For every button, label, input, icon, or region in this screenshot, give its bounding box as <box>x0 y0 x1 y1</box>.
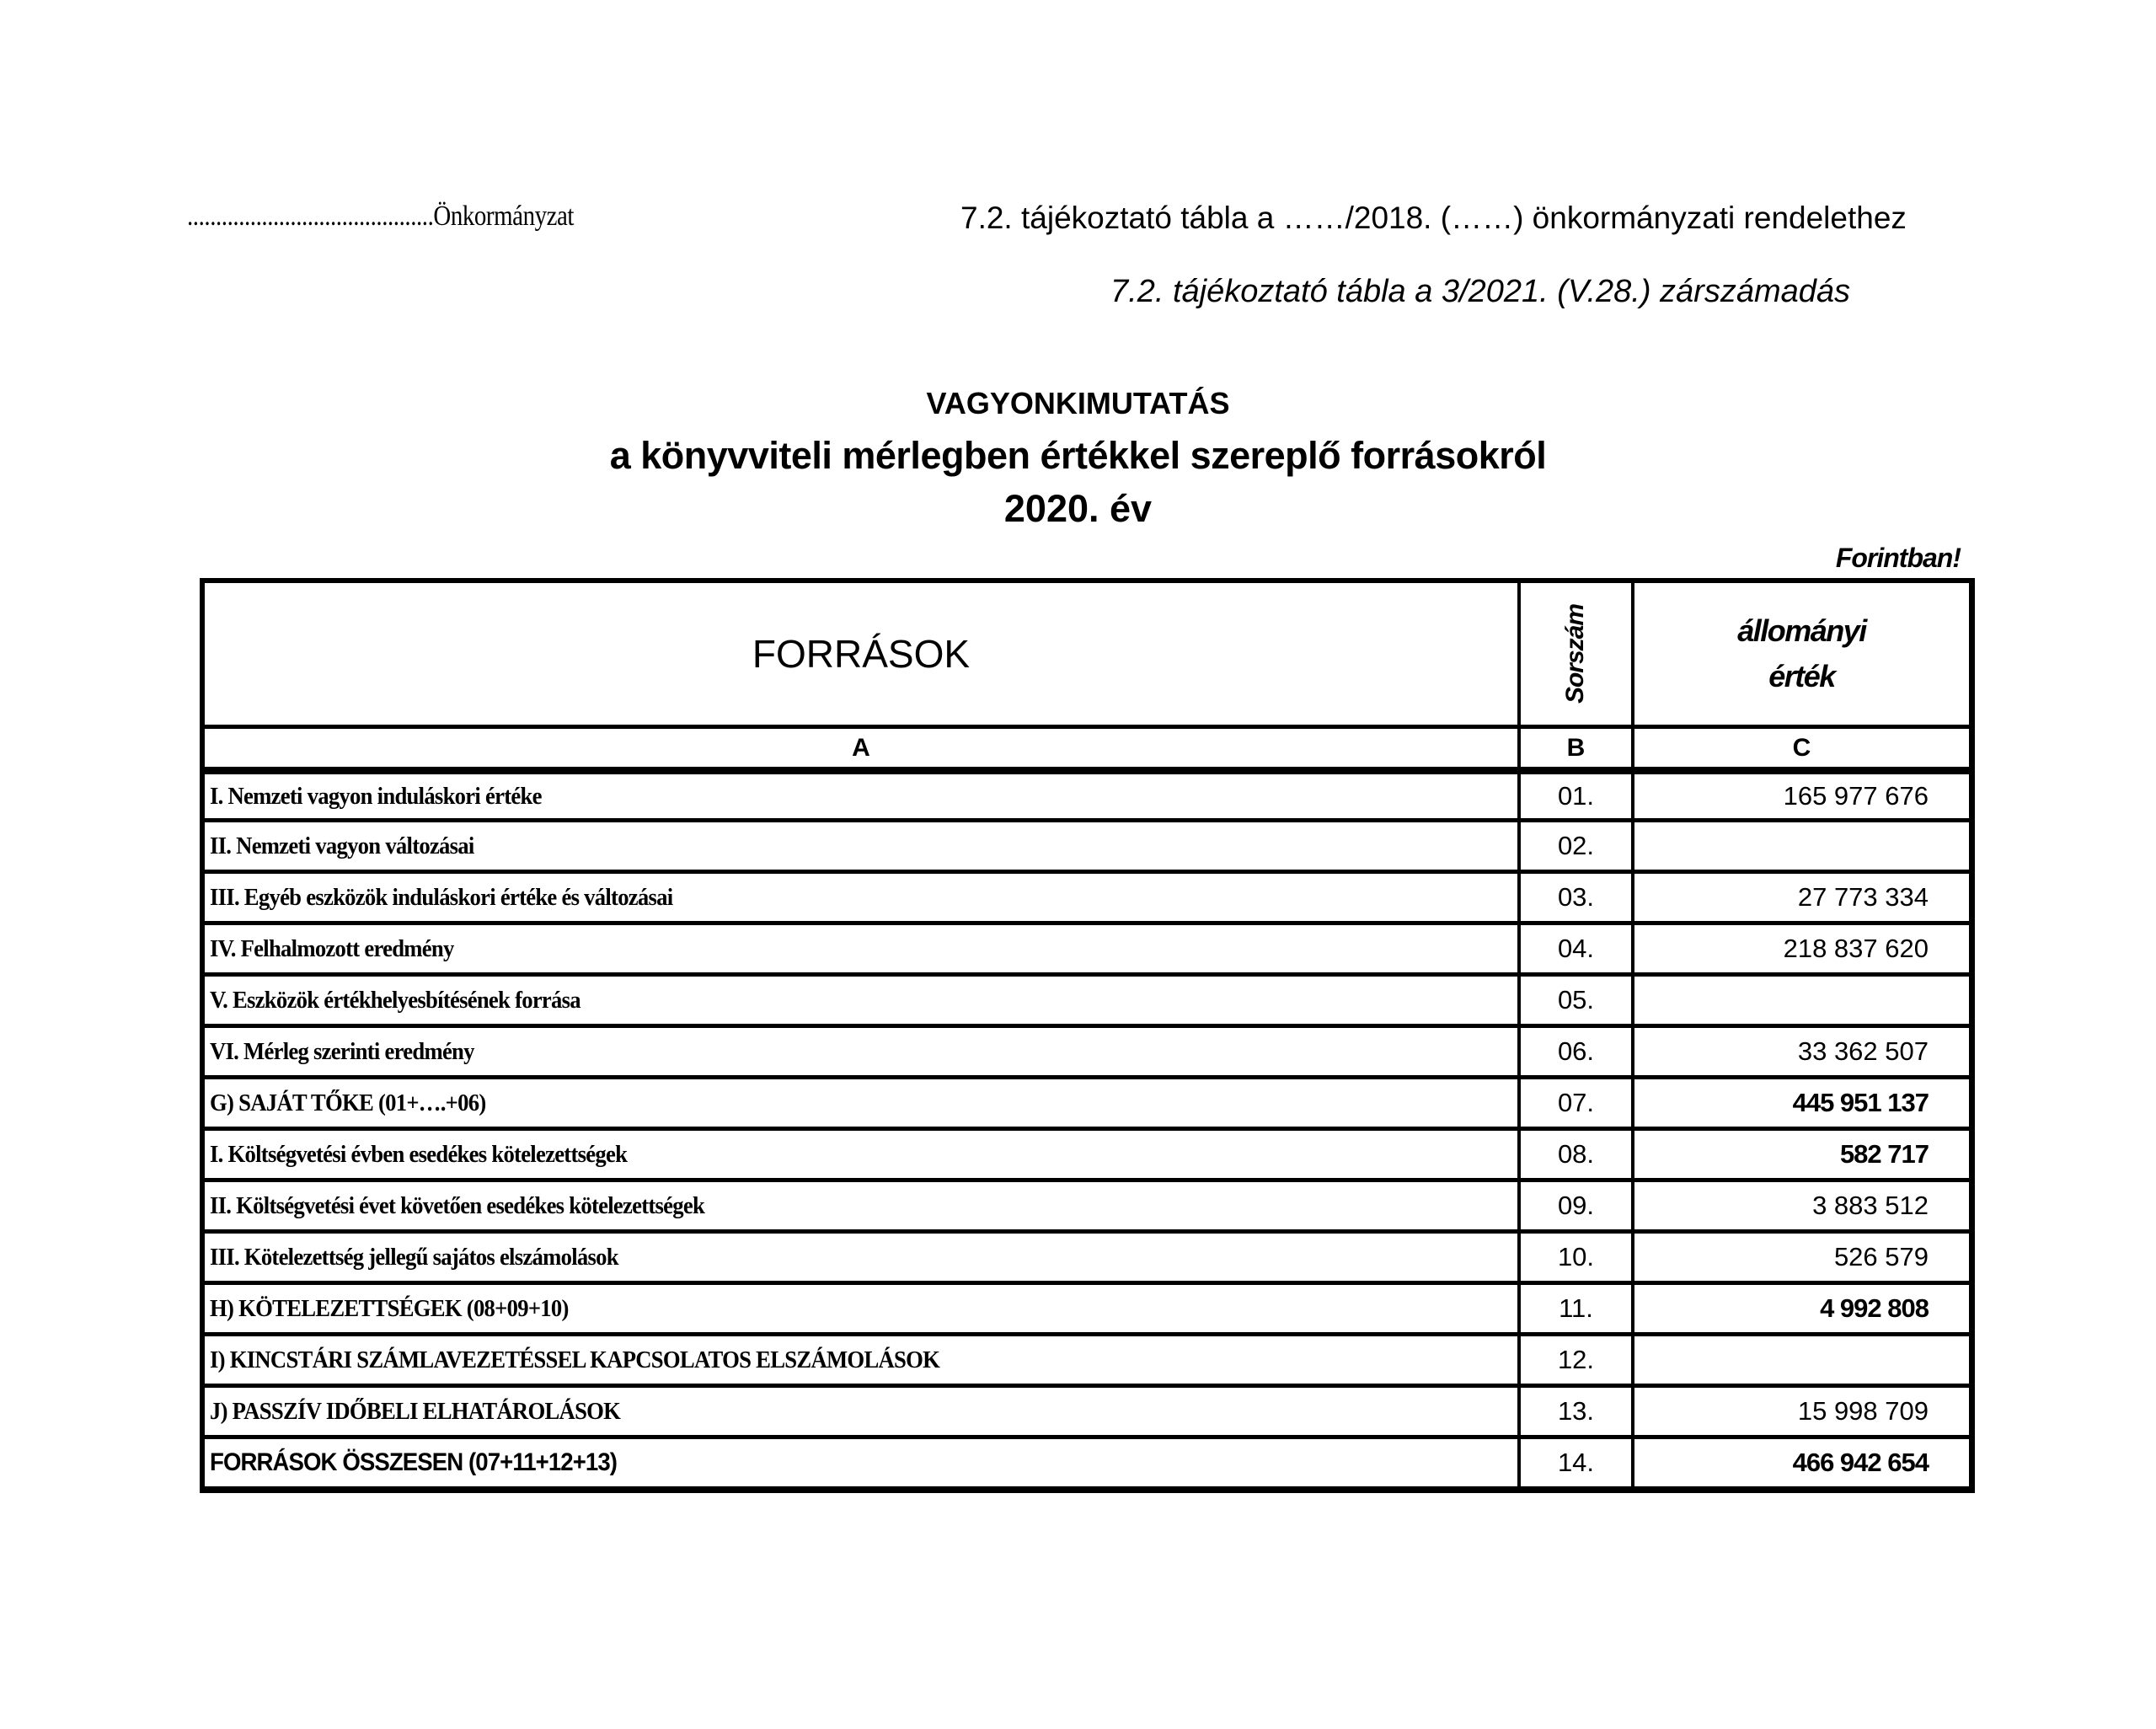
row-number: 06. <box>1521 1028 1634 1075</box>
row-number: 13. <box>1521 1388 1634 1435</box>
row-label: II. Költségvetési évet követően esedékes kötelezettségek <box>210 1191 705 1219</box>
row-value: 165 977 676 <box>1783 781 1929 811</box>
row-value: 526 579 <box>1833 1242 1929 1271</box>
column-letter-row <box>205 725 1969 767</box>
table-row <box>205 1075 1969 1127</box>
column-header-value-line1: állományi <box>1737 613 1866 648</box>
row-value: 3 883 512 <box>1812 1191 1929 1220</box>
row-label: V. Eszközök értékhelyesbítésének forrása <box>210 986 580 1014</box>
document-title: VAGYONKIMUTATÁS <box>926 386 1230 420</box>
column-letter-c: C <box>1792 733 1811 762</box>
row-value: 445 951 137 <box>1792 1088 1929 1117</box>
row-value: 15 998 709 <box>1797 1396 1929 1426</box>
row-label-cell <box>205 977 1521 1024</box>
row-label-cell <box>205 874 1521 921</box>
column-letter-a: A <box>205 729 1521 767</box>
row-label-cell <box>205 1388 1521 1435</box>
row-value: 582 717 <box>1839 1139 1929 1169</box>
table-row <box>205 767 1969 818</box>
row-label-cell <box>205 1079 1521 1127</box>
row-number: 12. <box>1521 1336 1634 1384</box>
row-label-cell <box>205 1131 1521 1178</box>
table-row <box>205 1332 1969 1384</box>
currency-unit-note: Forintban! <box>1835 543 1961 573</box>
column-letter-b: B <box>1521 729 1634 767</box>
row-label-cell <box>205 1234 1521 1281</box>
table-row <box>205 921 1969 972</box>
column-header-forrasok: FORRÁSOK <box>205 583 1521 725</box>
table-row <box>205 870 1969 921</box>
row-number: 10. <box>1521 1234 1634 1281</box>
row-label-cell <box>205 1182 1521 1229</box>
row-label-cell <box>205 1285 1521 1332</box>
table-row <box>205 1127 1969 1178</box>
row-value: 4 992 808 <box>1820 1293 1929 1323</box>
row-label: IV. Felhalmozott eredmény <box>210 934 454 962</box>
reference-actual-line: 7.2. tájékoztató tábla a 3/2021. (V.28.) zárszámadás <box>1110 274 1851 309</box>
row-label-cell <box>205 1028 1521 1075</box>
row-label: G) SAJÁT TŐKE (01+….+06) <box>210 1089 486 1116</box>
table-row <box>205 1281 1969 1332</box>
reference-template-line: 7.2. tájékoztató tábla a ……/2018. (……) önkormányzati rendelethez <box>960 201 1907 235</box>
row-number: 08. <box>1521 1131 1634 1178</box>
table-row <box>205 972 1969 1024</box>
table-row <box>205 1178 1969 1229</box>
row-value: 466 942 654 <box>1792 1448 1929 1477</box>
row-value: 33 362 507 <box>1797 1036 1929 1066</box>
row-number: 09. <box>1521 1182 1634 1229</box>
column-header-value <box>1634 583 1969 725</box>
document-subtitle: a könyvviteli mérlegben értékkel szereplő forrásokról <box>609 434 1547 477</box>
row-number: 11. <box>1521 1285 1634 1332</box>
row-value: 218 837 620 <box>1783 934 1929 963</box>
row-value: 27 773 334 <box>1797 882 1929 912</box>
row-value <box>1634 1336 1969 1384</box>
table-row <box>205 1384 1969 1435</box>
row-label: H) KÖTELEZETTSÉGEK (08+09+10) <box>210 1294 569 1322</box>
column-header-sorszam: Sorszám <box>1561 603 1590 704</box>
table-row <box>205 1435 1969 1486</box>
row-label: I. Nemzeti vagyon induláskori értéke <box>210 782 542 810</box>
row-label: III. Egyéb eszközök induláskori értéke és változásai <box>210 883 673 911</box>
row-label: FORRÁSOK ÖSSZESEN (07+11+12+13) <box>210 1448 618 1476</box>
row-label: I) KINCSTÁRI SZÁMLAVEZETÉSSEL KAPCSOLATOS ELSZÁMOLÁSOK <box>210 1346 940 1373</box>
row-number: 07. <box>1521 1079 1634 1127</box>
row-number: 02. <box>1521 822 1634 870</box>
row-label: II. Nemzeti vagyon változásai <box>210 832 474 859</box>
row-value <box>1634 977 1969 1024</box>
row-value <box>1634 822 1969 870</box>
row-label-cell <box>205 1336 1521 1384</box>
organization-line: ...........................................Önkormányzat <box>187 201 575 232</box>
row-label: III. Kötelezettség jellegű sajátos elszámolások <box>210 1243 618 1271</box>
row-label: VI. Mérleg szerinti eredmény <box>210 1037 474 1065</box>
row-number: 03. <box>1521 874 1634 921</box>
table-row <box>205 1229 1969 1281</box>
row-number: 01. <box>1521 774 1634 818</box>
row-label-cell <box>205 925 1521 972</box>
row-label-cell <box>205 774 1521 818</box>
row-label-cell <box>205 822 1521 870</box>
table-row <box>205 1024 1969 1075</box>
table-row <box>205 818 1969 870</box>
table-header-row <box>205 583 1969 725</box>
sources-table <box>200 578 1975 1493</box>
document-year: 2020. év <box>1003 487 1153 530</box>
column-header-value-line2: érték <box>1768 659 1835 693</box>
row-label-cell <box>205 1439 1521 1486</box>
row-label: I. Költségvetési évben esedékes kötelezettségek <box>210 1140 628 1168</box>
row-number: 04. <box>1521 925 1634 972</box>
row-label: J) PASSZÍV IDŐBELI ELHATÁROLÁSOK <box>210 1397 621 1425</box>
row-number: 14. <box>1521 1439 1634 1486</box>
row-number: 05. <box>1521 977 1634 1024</box>
column-header-sorszam-cell <box>1521 583 1634 725</box>
